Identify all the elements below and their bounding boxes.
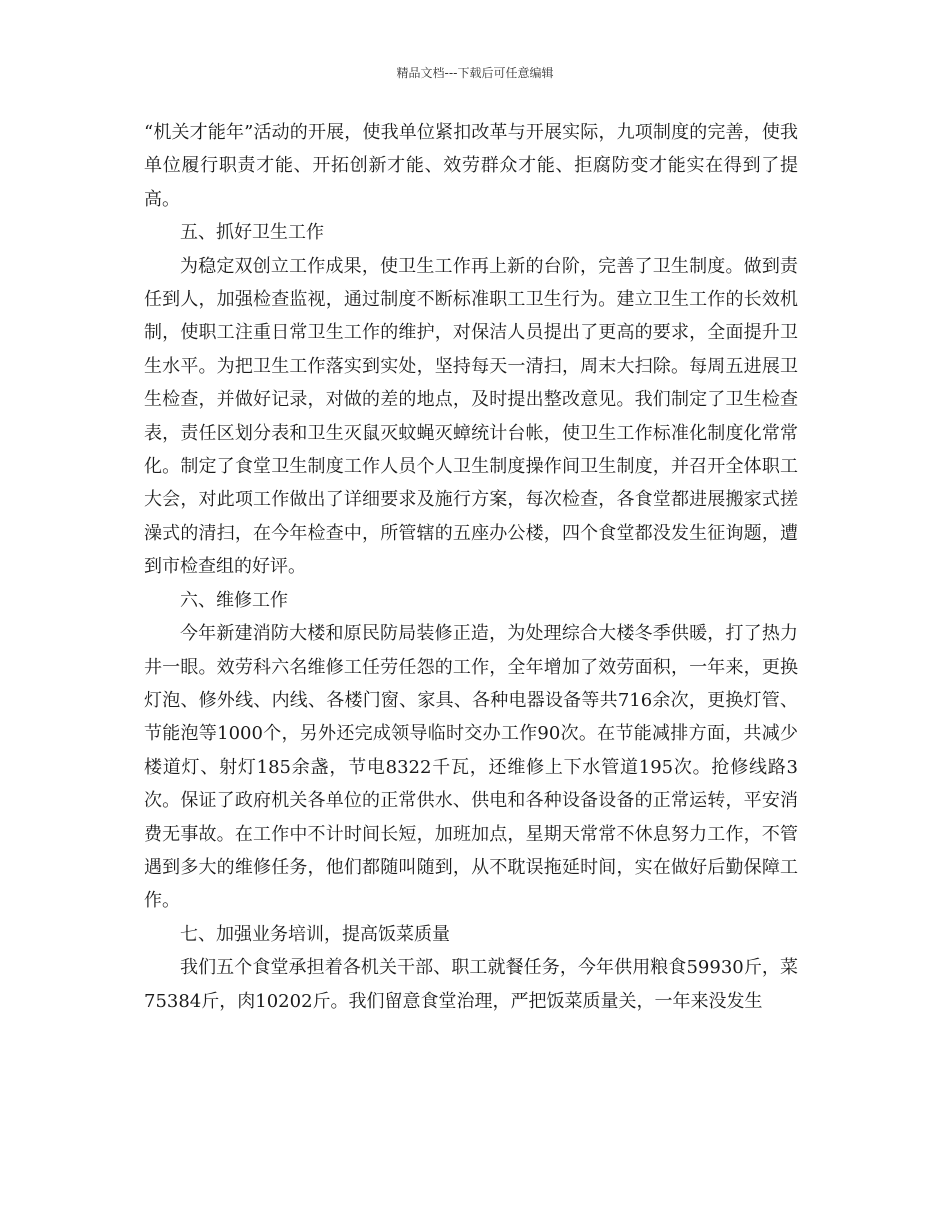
document-body xyxy=(144,116,798,1018)
paragraph-intro: “机关才能年”活动的开展，使我单位紧扣改革与开展实际，九项制度的完善，使我单位履行职责才能、开拓创新才能、效劳群众才能、拒腐防变才能实在得到了提高。 xyxy=(144,122,798,210)
section-heading-maintenance: 六、维修工作 xyxy=(180,589,288,611)
section-heading-training: 七、加强业务培训，提高饭菜质量 xyxy=(180,923,450,945)
paragraph-training: 我们五个食堂承担着各机关干部、职工就餐任务，今年供用粮食59930斤，菜75384斤，肉10202斤。我们留意食堂治理，严把饭菜质量关，一年来没发生 xyxy=(144,957,798,1012)
paragraph-maintenance: 今年新建消防大楼和原民防局装修正造，为处理综合大楼冬季供暖，打了热力井一眼。效劳科六名维修工任劳任怨的工作，全年增加了效劳面积，一年来，更换灯泡、修外线、内线、各楼门窗、家具、各种电器设备等共716余次，更换灯管、节能泡等1000个，另外还完成领导临时交办工作90次。在节能减排方面，共减少楼道灯、射灯185余盏，节电8322千瓦，还维修上下水管道195次。抢修线路3次。保证了政府机关各单位的正常供水、供电和各种设备设备的正常运转，平安消费无事故。在工作中不计时间长短，加班加点，星期天常常不休息努力工作，不管遇到多大的维修任务，他们都随叫随到，从不耽误拖延时间，实在做好后勤保障工作。 xyxy=(144,623,798,912)
section-heading-hygiene: 五、抓好卫生工作 xyxy=(180,222,324,244)
page-header: 精品文档---下载后可任意编辑 xyxy=(396,66,554,80)
paragraph-hygiene: 为稳定双创立工作成果，使卫生工作再上新的台阶，完善了卫生制度。做到责任到人，加强检查监视，通过制度不断标准职工卫生行为。建立卫生工作的长效机制，使职工注重日常卫生工作的维护，对保洁人员提出了更高的要求，全面提升卫生水平。为把卫生工作落实到实处，坚持每天一清扫，周末大扫除。每周五进展卫生检查，并做好记录，对做的差的地点，及时提出整改意见。我们制定了卫生检查表，责任区划分表和卫生灭鼠灭蚊蝇灭蟑统计台帐，使卫生工作标准化制度化常常化。制定了食堂卫生制度工作人员个人卫生制度操作间卫生制度，并召开全体职工大会，对此项工作做出了详细要求及施行方案，每次检查，各食堂都进展搬家式搓澡式的清扫，在今年检查中，所管辖的五座办公楼，四个食堂都没发生征询题，遭到市检查组的好评。 xyxy=(144,255,798,578)
